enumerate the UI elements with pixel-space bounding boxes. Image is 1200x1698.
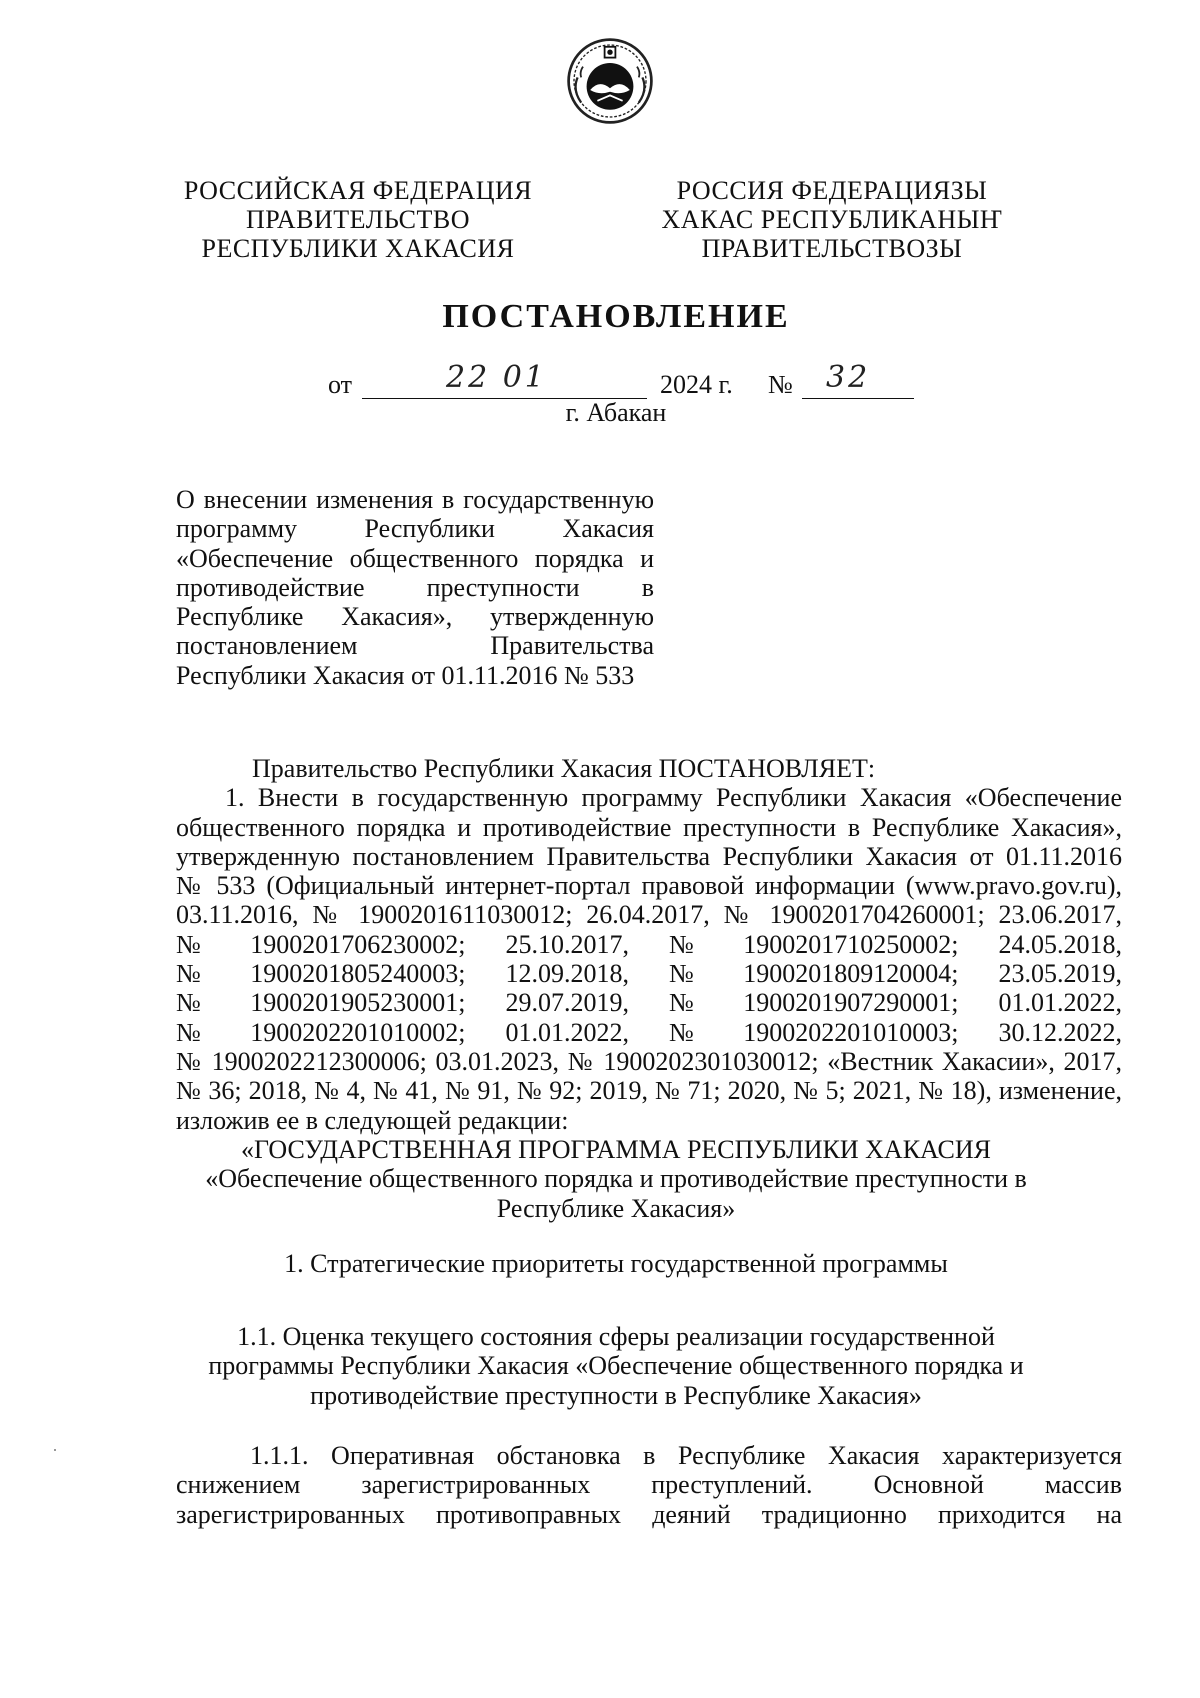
handwritten-number: 32: [826, 360, 871, 395]
subject-line: программу Республики Хакасия: [176, 514, 654, 544]
program-title-line: «Обеспечение общественного порядка и противодействие преступности в: [205, 1164, 1027, 1194]
subject-block: [176, 485, 654, 690]
clause-1-block: [176, 754, 1122, 1135]
clause-line: № 533 (Официальный интернет-портал правовой информации (www.pravo.gov.ru),: [176, 871, 1122, 901]
preamble: Правительство Республики Хакасия ПОСТАНОВЛЯЕТ:: [252, 754, 876, 783]
section-1-1-line: программы Республики Хакасия «Обеспечение общественного порядка и: [208, 1351, 1024, 1381]
date-from-label: от: [328, 370, 353, 399]
subject-line: противодействие преступности в: [176, 572, 654, 602]
subject-line: О внесении изменения в государственную: [176, 485, 654, 514]
paragraph-line: зарегистрированных противоправных деяний традиционно приходится на: [176, 1499, 1122, 1529]
clause-line: 03.11.2016, № 1900201611030012; 26.04.2017, № 1900201704260001; 23.06.2017,: [176, 900, 1122, 930]
program-title-block: [0, 1135, 1200, 1223]
subject-line: постановлением Правительства: [176, 631, 654, 661]
section-1-heading: 1. Стратегические приоритеты государственной программы: [284, 1249, 948, 1278]
clause-line: общественного порядка и противодействие преступности в Республике Хакасия»,: [176, 812, 1122, 842]
coat-of-arms-icon: [565, 36, 655, 126]
paragraph-line: 1.1.1. Оперативная обстановка в Республике Хакасия характеризуется: [250, 1441, 1122, 1470]
subject-line: Республики Хакасия от 01.11.2016 № 533: [176, 660, 635, 690]
clause-line: № 1900201706230002; 25.10.2017, № 1900201710250002; 24.05.2018,: [176, 929, 1122, 959]
scan-speck: [54, 1449, 56, 1451]
city-line: г. Абакан: [565, 398, 667, 427]
section-1-1-line: 1.1. Оценка текущего состояния сферы реализации государственной: [237, 1322, 995, 1351]
header-right-line: РОССИЯ ФЕДЕРАЦИЯЗЫ: [676, 176, 988, 205]
header-left: [158, 176, 558, 263]
header-left-line: ПРАВИТЕЛЬСТВО: [246, 205, 470, 234]
paragraph-line: снижением зарегистрированных преступлений. Основной массив: [176, 1470, 1122, 1500]
subject-line: Республике Хакасия», утвержденную: [176, 602, 654, 632]
number-label: №: [768, 370, 793, 399]
clause-line: № 1900202201010002; 01.01.2022, № 1900202201010003; 30.12.2022,: [176, 1017, 1122, 1047]
year-label: 2024 г.: [660, 370, 733, 399]
section-1-1-heading: [0, 1322, 1200, 1410]
clause-line: 1. Внести в государственную программу Республики Хакасия «Обеспечение: [225, 783, 1122, 813]
clause-line: № 36; 2018, № 4, № 41, № 91, № 92; 2019, № 71; 2020, № 5; 2021, № 18), изменение,: [176, 1076, 1122, 1106]
document-type-title: ПОСТАНОВЛЕНИЕ: [442, 298, 790, 335]
header-right-line: ПРАВИТЕЛЬСТВОЗЫ: [701, 234, 963, 263]
subject-line: «Обеспечение общественного порядка и: [176, 543, 654, 573]
clause-line: № 1900202212300006; 03.01.2023, № 1900202301030012; «Вестник Хакасии», 2017,: [176, 1046, 1122, 1076]
clause-line: № 1900201805240003; 12.09.2018, № 1900201809120004; 23.05.2019,: [176, 959, 1122, 989]
header-left-line: РЕСПУБЛИКИ ХАКАСИЯ: [201, 234, 515, 263]
section-1-1-line: противодействие преступности в Республике Хакасия»: [310, 1380, 922, 1410]
header-left-line: РОССИЙСКАЯ ФЕДЕРАЦИЯ: [183, 176, 533, 205]
handwritten-date: 22 01: [446, 360, 547, 395]
clause-line: изложив ее в следующей редакции:: [176, 1105, 569, 1135]
clause-line: утвержденную постановлением Правительства Республики Хакасия от 01.11.2016: [176, 841, 1122, 871]
clause-line: № 1900201905230001; 29.07.2019, № 1900201907290001; 01.01.2022,: [176, 988, 1122, 1018]
header-right-line: ХАКАС РЕСПУБЛИКАНЫҤ: [661, 205, 1003, 234]
paragraph-1-1-1: [176, 1441, 1122, 1529]
program-title-line: «ГОСУДАРСТВЕННАЯ ПРОГРАММА РЕСПУБЛИКИ ХАКАСИЯ: [241, 1135, 991, 1164]
header-right: [632, 176, 1032, 263]
program-title-line: Республике Хакасия»: [496, 1193, 736, 1223]
